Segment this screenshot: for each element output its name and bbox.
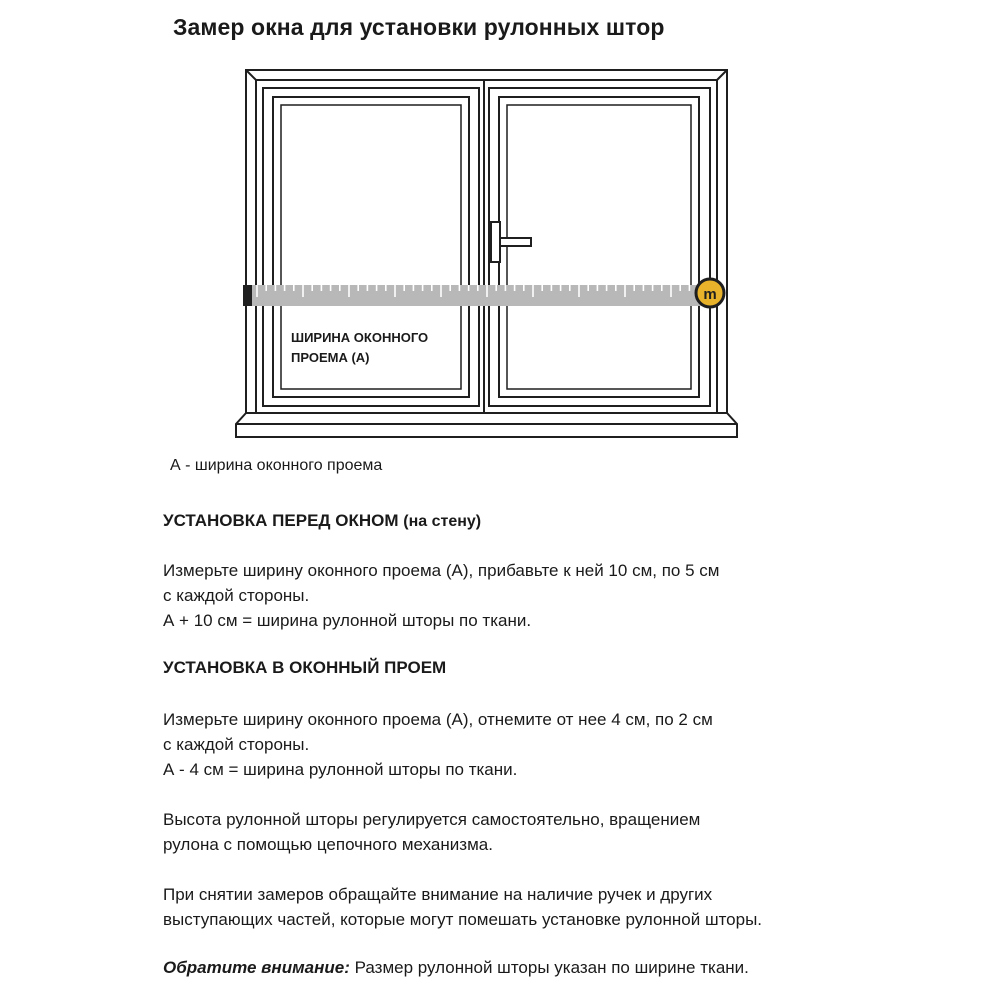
section-heading-wall-mount [163,511,481,531]
recess-mount-formula: А - 4 см = ширина рулонной шторы по ткани. [163,760,518,779]
attention-note [163,958,749,978]
wall-mount-line1: Измерьте ширину оконного проема (А), прибавьте к ней 10 см, по 5 см [163,561,720,580]
diagram-label-line2: ПРОЕМА (А) [291,350,370,365]
height-note-line1: Высота рулонной шторы регулируется самостоятельно, вращением [163,810,701,829]
wall-mount-line2: с каждой стороны. [163,586,310,605]
page-title: Замер окна для установки рулонных штор [173,14,665,40]
measure-note-line1: При снятии замеров обращайте внимание на наличие ручек и других [163,885,713,904]
height-note [163,807,700,857]
section-heading-recess-mount: УСТАНОВКА В ОКОННЫЙ ПРОЕМ [163,658,447,677]
figure-caption: А - ширина оконного проема [170,457,383,474]
tape-end-cap [243,285,252,306]
wall-mount-instructions [163,558,719,633]
diagram-label [291,328,428,368]
recess-mount-instructions [163,707,713,782]
recess-mount-line1: Измерьте ширину оконного проема (А), отнемите от нее 4 см, по 2 см [163,710,713,729]
attention-label: Обратите внимание: [163,958,350,977]
measure-note-line2: выступающих частей, которые могут помешать установке рулонной шторы. [163,910,763,929]
window-handle-icon [491,222,531,262]
diagram-label-line1: ШИРИНА ОКОННОГО [291,330,429,345]
section-heading-wall-mount-note: (на стену) [403,513,482,530]
height-note-line2: рулона с помощью цепочного механизма. [163,835,493,854]
attention-text: Размер рулонной шторы указан по ширине ткани. [354,958,749,977]
tape-badge-text: m [703,286,717,303]
measure-note [163,882,762,932]
section-heading-wall-mount-text: УСТАНОВКА ПЕРЕД ОКНОМ [163,511,399,530]
wall-mount-formula: А + 10 см = ширина рулонной шторы по ткани. [163,611,532,630]
right-glass-inner [507,105,691,389]
recess-mount-line2: с каждой стороны. [163,735,310,754]
window-measurement-illustration [0,0,1000,450]
